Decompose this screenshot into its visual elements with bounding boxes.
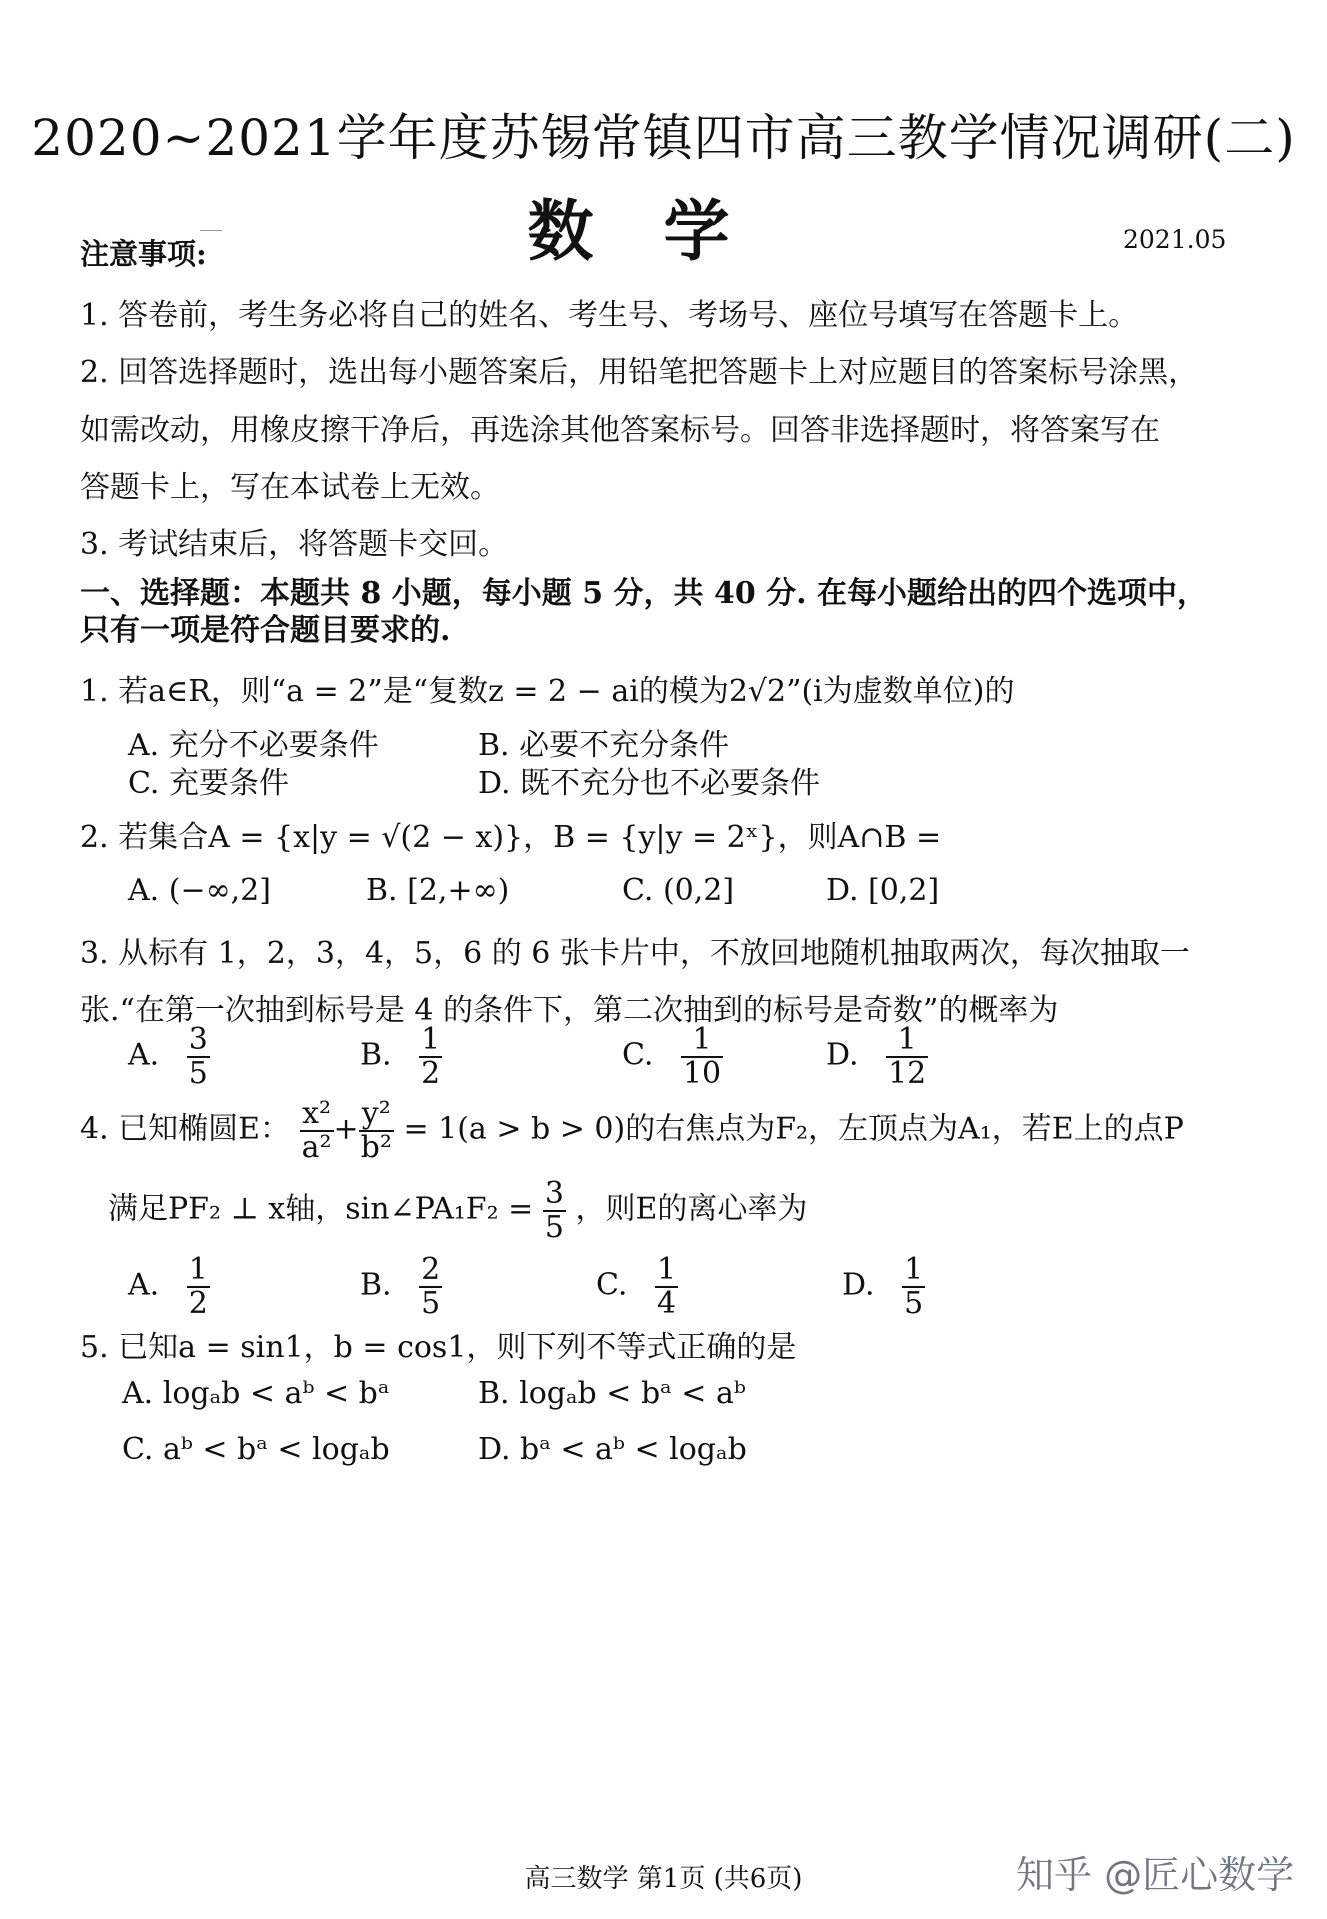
q3-stem-line-1: 3. 从标有 1，2，3，4，5，6 的 6 张卡片中，不放回地随机抽取两次，每次抽取一 <box>80 936 1190 971</box>
numerator: y² <box>361 1096 391 1131</box>
note-2-line-3: 答题卡上，写在本试卷上无效。 <box>80 470 500 505</box>
section-heading-line-2: 只有一项是符合题目要求的. <box>80 613 451 648</box>
numerator: 1 <box>188 1252 208 1287</box>
q3-option-c <box>622 1024 723 1089</box>
option-label: A. <box>128 1267 160 1303</box>
q4-option-c <box>596 1254 678 1319</box>
section-heading-line-1: 一、选择题：本题共 8 小题，每小题 5 分，共 40 分. 在每小题给出的四个选项中， <box>80 576 1208 611</box>
q5-stem: 5. 已知a = sin1，b = cos1，则下列不等式正确的是 <box>80 1330 797 1365</box>
page-footer: 高三数学 第1页 (共6页) <box>524 1864 803 1894</box>
notes-heading: 注意事项: <box>80 237 207 271</box>
q2-stem: 2. 若集合A = {x|y = √(2 − x)}，B = {y|y = 2ˣ}，则A∩B = <box>80 820 942 855</box>
q4-stem-line-2 <box>108 1178 807 1243</box>
denominator: 5 <box>544 1209 564 1245</box>
q3-stem-line-2: 张.“在第一次抽到标号是 4 的条件下，第二次抽到的标号是奇数”的概率为 <box>80 993 1059 1028</box>
denominator: 4 <box>656 1285 677 1321</box>
q1-stem: 1. 若a∈R，则“a = 2”是“复数z = 2 − ai的模为2√2”(i为虚数单位)的 <box>80 674 1015 709</box>
fraction <box>187 1024 210 1089</box>
denominator: b² <box>360 1129 392 1165</box>
q4-option-d <box>842 1254 925 1319</box>
fraction <box>419 1254 442 1319</box>
q2-option-a: A. (−∞,2] <box>128 873 271 908</box>
ellipse-y-fraction <box>359 1098 394 1163</box>
option-label: D. <box>826 1037 859 1073</box>
numerator: 1 <box>692 1022 712 1057</box>
note-2-line-1: 2. 回答选择题时，选出每小题答案后，用铅笔把答题卡上对应题目的答案标号涂黑， <box>80 355 1199 390</box>
watermark: 知乎 @匠心数学 <box>1016 1853 1295 1897</box>
numerator: 2 <box>421 1252 441 1287</box>
denominator: 12 <box>888 1055 927 1091</box>
numerator: 1 <box>904 1252 924 1287</box>
denominator: 5 <box>188 1055 208 1091</box>
note-2-line-2: 如需改动，用橡皮擦干净后，再选涂其他答案标号。回答非选择题时，将答案写在 <box>80 413 1160 448</box>
ellipse-x-fraction <box>300 1098 334 1163</box>
q3-option-b <box>360 1024 442 1089</box>
q4-option-b <box>360 1254 442 1319</box>
note-1: 1. 答卷前，考生务必将自己的姓名、考生号、考场号、座位号填写在答题卡上。 <box>80 298 1139 333</box>
denominator: 5 <box>904 1285 924 1321</box>
subject-title: 数学 <box>527 192 800 270</box>
option-label: C. <box>596 1267 628 1303</box>
exam-date: 2021.05 <box>1123 225 1227 254</box>
q4-condition: = 1(a > b > 0)的右焦点为F₂，左顶点为A₁，若E上的点P <box>403 1111 1184 1147</box>
fraction <box>886 1024 928 1089</box>
exam-title: 2020~2021学年度苏锡常镇四市高三教学情况调研(二) <box>31 109 1296 167</box>
denominator: 2 <box>188 1285 208 1321</box>
q2-option-c: C. (0,2] <box>622 873 735 908</box>
fraction <box>655 1254 678 1319</box>
q4-option-a <box>128 1254 210 1319</box>
numerator: 3 <box>188 1022 208 1057</box>
sine-value-fraction <box>543 1178 566 1243</box>
q2-option-d: D. [0,2] <box>826 873 940 908</box>
option-label: D. <box>842 1267 875 1303</box>
fraction <box>187 1254 210 1319</box>
q1-option-c: C. 充要条件 <box>128 766 289 801</box>
q3-option-a <box>128 1024 210 1089</box>
numerator: 1 <box>897 1022 917 1057</box>
q3-option-d <box>826 1024 928 1089</box>
fraction <box>419 1024 442 1089</box>
fraction <box>902 1254 925 1319</box>
numerator: 1 <box>421 1022 441 1057</box>
denominator: 5 <box>421 1285 441 1321</box>
q5-option-d: D. bᵃ < aᵇ < logₐb <box>478 1432 747 1467</box>
denominator: 2 <box>421 1055 441 1091</box>
denominator: a² <box>301 1129 332 1165</box>
denominator: 10 <box>682 1055 722 1091</box>
option-label: A. <box>128 1037 160 1073</box>
q1-option-b: B. 必要不充分条件 <box>478 728 730 763</box>
scan-mark <box>200 230 222 231</box>
q1-option-a: A. 充分不必要条件 <box>128 728 379 763</box>
option-label: B. <box>360 1037 392 1073</box>
q4-line2-post: ，则E的离心率为 <box>575 1191 808 1227</box>
q5-option-a: A. logₐb < aᵇ < bᵃ <box>122 1376 390 1411</box>
numerator: 3 <box>544 1176 564 1211</box>
q4-line2-pre: 满足PF₂ ⊥ x轴，sin∠PA₁F₂ = <box>108 1191 534 1227</box>
numerator: x² <box>302 1096 332 1131</box>
q1-option-d: D. 既不充分也不必要条件 <box>478 766 821 801</box>
option-label: B. <box>360 1267 392 1303</box>
q2-option-b: B. [2,+∞) <box>366 873 510 908</box>
option-label: C. <box>622 1037 654 1073</box>
note-3: 3. 考试结束后，将答题卡交回。 <box>80 527 509 562</box>
fraction <box>681 1024 723 1089</box>
numerator: 1 <box>656 1252 677 1287</box>
q5-option-b: B. logₐb < bᵃ < aᵇ <box>478 1376 746 1411</box>
q4-stem-line-1: 4. 已知椭圆E： $\frac{\text{x²}}{\text{a²}}$ + $\frac{\text{y²}}{\text{b²}}$ = 1(a > b > 0)的右焦点为F₂，左顶点为A₁，若E上的点P <box>80 1096 1184 1165</box>
q5-option-c: C. aᵇ < bᵃ < logₐb <box>122 1432 390 1467</box>
q4-prefix: 4. 已知椭圆E： <box>80 1111 291 1147</box>
